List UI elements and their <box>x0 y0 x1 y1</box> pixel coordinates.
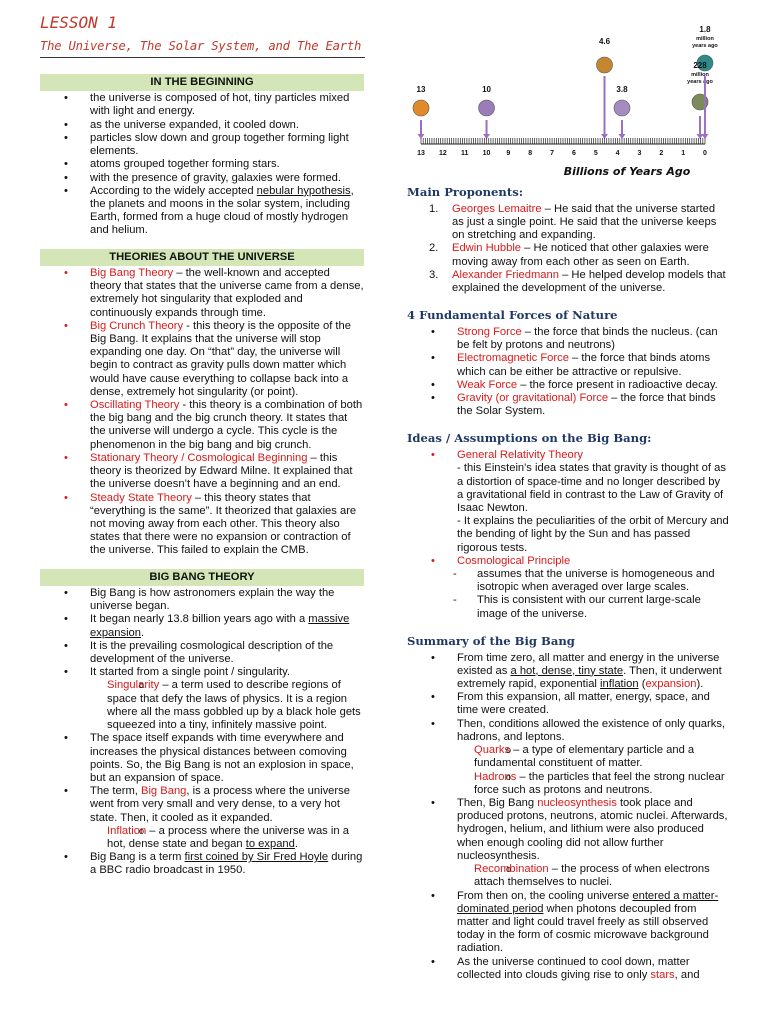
list-item <box>40 666 364 732</box>
theory-item <box>40 320 364 399</box>
force-item <box>407 352 729 378</box>
force-item <box>407 392 729 418</box>
list-item <box>40 785 364 851</box>
theory-term: Big Bang Theory <box>90 266 174 279</box>
text: Big Bang is a term <box>90 851 185 864</box>
ideas-list <box>407 449 729 621</box>
list-item: • Big Bang is how astronomers explain the way the universe began. <box>40 587 364 613</box>
theory-item <box>40 267 364 320</box>
sub-list <box>457 863 729 889</box>
inflation-term: inflation <box>600 678 639 691</box>
sub-item <box>457 744 729 770</box>
force-term: Gravity (or gravitational) Force <box>457 391 609 404</box>
text: ( <box>638 678 646 691</box>
list-item: • The space itself expands with time everywhere and increases the physical distances between comoving points. So, the Big Bang is not an explosion in space, but an expansion of space. <box>40 732 364 785</box>
sub-list <box>90 679 364 732</box>
summary-item <box>407 652 729 692</box>
theory-item <box>40 492 364 558</box>
theory-text: - this theory is the opposite of the Big Bang. It explains that the universe will stop expanding one day. On “that” day, the universe will begin to contract as gravity pulls down matter which would have cause everything to collapse back into a dense, extremely hot singularity (or point). <box>90 319 351 398</box>
list-item: • the universe is composed of hot, tiny particles mixed with light and energy. <box>40 92 364 118</box>
axis-tick-label: 7 <box>550 150 555 157</box>
fred-hoyle-term: first coined by Sir Fred Hoyle <box>184 851 329 864</box>
text: . Then, it underwent extremely rapid, exponential <box>457 664 722 691</box>
idea-item <box>407 449 729 555</box>
section-heading-beginning: IN THE BEGINNING <box>40 74 364 91</box>
quarks-term: Quarks <box>474 744 511 757</box>
marker-illustration <box>614 100 630 116</box>
proponent-name: Georges Lemaitre <box>452 202 542 215</box>
timeline-illustrations <box>413 55 713 116</box>
beginning-list <box>40 92 364 237</box>
list-item: • with the presence of gravity, galaxies were formed. <box>40 172 364 185</box>
text: The term, <box>90 785 141 798</box>
text: From time zero, all matter and energy in the universe existed as <box>457 651 720 677</box>
lesson-subtitle: The Universe, The Solar System, and The Earth <box>40 38 362 53</box>
hot-dense-term: a hot, dense, tiny state <box>510 664 624 677</box>
force-text: – the force present in radioactive decay. <box>517 378 718 391</box>
text: – a process where the universe was in a hot, dense state and began <box>107 824 349 851</box>
summary-item <box>407 890 729 956</box>
timeline-markers <box>417 25 719 139</box>
marker-sublabel: million <box>691 72 709 78</box>
proponents-list <box>407 203 729 296</box>
singularity-term: Singularity <box>107 679 160 692</box>
summary-item <box>407 718 729 797</box>
text: – a type of elementary particle and a fundamental constituent of matter. <box>474 744 695 770</box>
stars-term: stars <box>650 968 675 981</box>
marker-label: 10 <box>482 85 491 94</box>
axis-tick-label: 8 <box>528 150 533 157</box>
text: . <box>294 838 298 851</box>
theory-text: - this theory is a combination of both the big bang and the big crunch theory. It states that the universe will undergo a cycle. This cycle is the phenomenon in the big bang and big crunch. <box>90 399 363 451</box>
theories-list <box>40 267 364 558</box>
theory-text: – the well-known and accepted theory that states that the universe came from a dense, extremely hot singularity that exploded and continuously expands through time. <box>90 266 364 319</box>
idea-term: General Relativity Theory <box>457 449 584 462</box>
theory-term: Oscillating Theory <box>90 399 180 412</box>
axis-tick-label: 1 <box>681 150 686 157</box>
marker-label: 3.8 <box>616 85 628 94</box>
proponent-name: Alexander Friedmann <box>452 268 559 281</box>
proponent-item <box>407 203 729 243</box>
right-column <box>407 186 729 982</box>
axis-tick-label: 10 <box>482 150 491 157</box>
force-text: – the force that binds the Solar System. <box>457 391 716 418</box>
text: – the process of when electrons attach themselves to nuclei. <box>474 863 710 889</box>
text: It began nearly 13.8 billion years ago with a <box>90 613 309 626</box>
text: took place and produced protons, neutrons, atomic nuclei. Afterwards, hydrogen, helium, and lithium were also produced when enough cooling did not allow further nucleosynthesis. <box>457 797 728 862</box>
text: It started from a single point / singularity. <box>90 666 291 679</box>
idea-text: - It explains the peculiarities of the orbit of Mercury and the bending of light by the Sun and has passed rigorous tests. <box>457 515 729 554</box>
axis-tick-label: 13 <box>417 150 425 157</box>
theory-term: Big Crunch Theory <box>90 319 184 332</box>
theory-term: Stationary Theory / Cosmological Beginning <box>90 451 308 464</box>
header-divider <box>40 57 365 58</box>
axis-tick-label: 4 <box>615 150 620 157</box>
summary-item <box>407 956 729 982</box>
recombination-term: Recombination <box>474 863 549 876</box>
marker-label: 228 <box>693 61 707 70</box>
theory-text: – this theory states that “everything is the same”. It theorized that galaxies are not moving away from each other. This theory also states that there were no expansion or contraction of the universe. This failed to explain the CMB. <box>90 491 357 557</box>
list-item <box>40 851 364 877</box>
text: From then on, the cooling universe <box>457 889 633 902</box>
marker-illustration <box>479 100 495 116</box>
spacer <box>407 295 729 309</box>
list-item: • It is the prevailing cosmological description of the development of the universe. <box>40 640 364 666</box>
list-item: • as the universe expanded, it cooled down. <box>40 119 364 132</box>
section-heading-ideas: Ideas / Assumptions on the Big Bang: <box>407 431 652 446</box>
axis-tick-label: 11 <box>460 150 469 157</box>
sub-item <box>90 825 364 851</box>
big-bang-term: Big Bang <box>140 785 187 798</box>
marker-illustration <box>597 57 613 73</box>
section-heading-forces: 4 Fundamental Forces of Nature <box>407 308 618 323</box>
text: , the planets and moons in the solar system, including Earth, formed from a huge cloud of mostly hydrogen and helium. <box>90 184 354 237</box>
forces-list <box>407 326 729 419</box>
text: , and <box>674 968 700 981</box>
marker-sublabel: years ago <box>687 79 713 85</box>
section-heading-theories: THEORIES ABOUT THE UNIVERSE <box>40 249 364 266</box>
marker-illustration <box>413 100 429 116</box>
timeline-axis <box>417 138 707 157</box>
expansion-term: expansion <box>645 678 697 691</box>
proponent-text: – He helped develop models that explained the development of the universe. <box>452 268 726 294</box>
lesson-header <box>40 14 365 58</box>
item-number: 1. <box>429 202 439 215</box>
section-heading-proponents: Main Proponents: <box>407 185 524 199</box>
section-heading-big-bang: BIG BANG THEORY <box>40 569 364 586</box>
summary-list <box>407 652 729 982</box>
proponent-name: Edwin Hubble <box>452 242 522 255</box>
section-heading-summary: Summary of the Big Bang <box>407 633 575 648</box>
marker-sublabel: years ago <box>692 43 718 49</box>
theory-item <box>40 452 364 492</box>
dash-item: - This is consistent with our current large-scale image of the universe. <box>407 594 729 620</box>
text: , is a process where the universe went from very small and very dense, to a very hot state. Then, it cooled as it expanded. <box>90 785 350 824</box>
text: when photons decoupled from matter and light could travel freely as still observed today in the form of cosmic microwave background radiation. <box>457 902 709 955</box>
big-bang-list <box>40 587 364 878</box>
dash-list <box>407 568 729 621</box>
marker-label: 4.6 <box>598 37 611 46</box>
marker-label: 1.8 <box>699 25 711 34</box>
axis-tick-label: 12 <box>438 150 447 157</box>
summary-item <box>407 797 729 890</box>
dash-item: - assumes that the universe is homogeneous and isotropic when averaged over large scales. <box>407 568 729 594</box>
timeline-caption: Billions of Years Ago <box>563 165 691 178</box>
inflation-term: Inflation <box>107 824 147 837</box>
text: Then, Big Bang <box>457 797 538 809</box>
theory-text: – this theory is theorized by Edward Milne. It explained that the universe doesn’t have a beginning and an end. <box>90 451 353 491</box>
idea-term: Cosmological Principle <box>457 554 571 567</box>
left-column <box>40 74 364 878</box>
hadrons-term: Hadrons <box>474 770 517 783</box>
idea-item <box>407 555 729 621</box>
text: – the particles that feel the strong nuclear force such as protons and neutrons. <box>474 770 725 796</box>
text: According to the widely accepted <box>90 184 257 197</box>
axis-tick-label: 9 <box>506 150 511 157</box>
spacer <box>40 558 364 569</box>
force-term: Electromagnetic Force <box>457 352 569 365</box>
axis-tick-label: 5 <box>593 150 598 157</box>
sub-list <box>90 825 364 851</box>
proponent-text: – He said that the universe started as just a single point. He said that the universe keeps on stretching and expanding. <box>452 202 717 242</box>
text: As the universe continued to cool down, matter collected into clouds giving rise to only <box>457 955 690 981</box>
force-text: – the force that binds the nucleus. (can be felt by protons and neutrons) <box>457 325 718 352</box>
list-item: • particles slow down and group together forming light elements. <box>40 132 364 158</box>
spacer <box>407 621 729 635</box>
text: Then, conditions allowed the existence of only quarks, hadrons, and leptons. <box>457 717 726 743</box>
timeline-marker <box>599 37 611 139</box>
summary-item: • From this expansion, all matter, energy, space, and time were created. <box>407 691 729 717</box>
list-item <box>40 185 364 238</box>
nucleosynthesis-term: nucleosynthesis <box>537 797 617 809</box>
nebular-hypothesis-term: nebular hypothesis <box>256 184 351 197</box>
proponent-item <box>407 242 729 268</box>
list-item: • atoms grouped together forming stars. <box>40 158 364 171</box>
spacer <box>407 418 729 432</box>
proponent-text: – He noticed that other galaxies were moving away from each other as seen on Earth. <box>452 242 709 268</box>
massive-expansion-term: massive expansion <box>90 613 350 639</box>
lesson-title: LESSON 1 <box>40 13 118 32</box>
timeline-figure <box>407 20 729 180</box>
list-item <box>40 613 364 639</box>
proponent-item <box>407 269 729 295</box>
force-text: – the force that binds atoms which can be either be attractive or repulsive. <box>457 352 711 378</box>
marker-label: 13 <box>416 85 426 94</box>
axis-tick-label: 0 <box>703 150 707 157</box>
sub-item <box>90 679 364 732</box>
axis-tick-label: 6 <box>571 150 576 157</box>
idea-text: - this Einstein's idea states that gravity is thought of as a distortion of space-time and no longer described by a gravitational field in contrast to the Law of Gravity of Isaac Newton. <box>457 462 726 514</box>
to-expand-term: to expand <box>245 838 295 851</box>
force-item <box>407 326 729 352</box>
force-term: Strong Force <box>457 325 522 338</box>
spacer <box>40 238 364 249</box>
text: – a term used to describe regions of space that defy the laws of physics. It is a region where all the mass gobbled up by a black hole gets squeezed into a tiny, infinitely massive point. <box>107 679 361 732</box>
marker-sublabel: million <box>696 36 714 42</box>
axis-tick-label: 2 <box>659 150 664 157</box>
theory-item <box>40 399 364 452</box>
text: during a BBC radio broadcast in 1950. <box>90 851 363 877</box>
item-number: 3. <box>429 268 439 281</box>
sub-list <box>457 744 729 797</box>
text: . <box>141 626 145 639</box>
force-item <box>407 379 729 392</box>
axis-tick-label: 3 <box>637 150 642 157</box>
matter-dominated-term: entered a matter-dominated period <box>457 889 719 915</box>
sub-item <box>457 771 729 797</box>
force-term: Weak Force <box>457 378 518 391</box>
theory-term: Steady State Theory <box>90 491 192 504</box>
item-number: 2. <box>429 242 439 255</box>
text: ). <box>696 678 704 691</box>
sub-item <box>457 863 729 889</box>
